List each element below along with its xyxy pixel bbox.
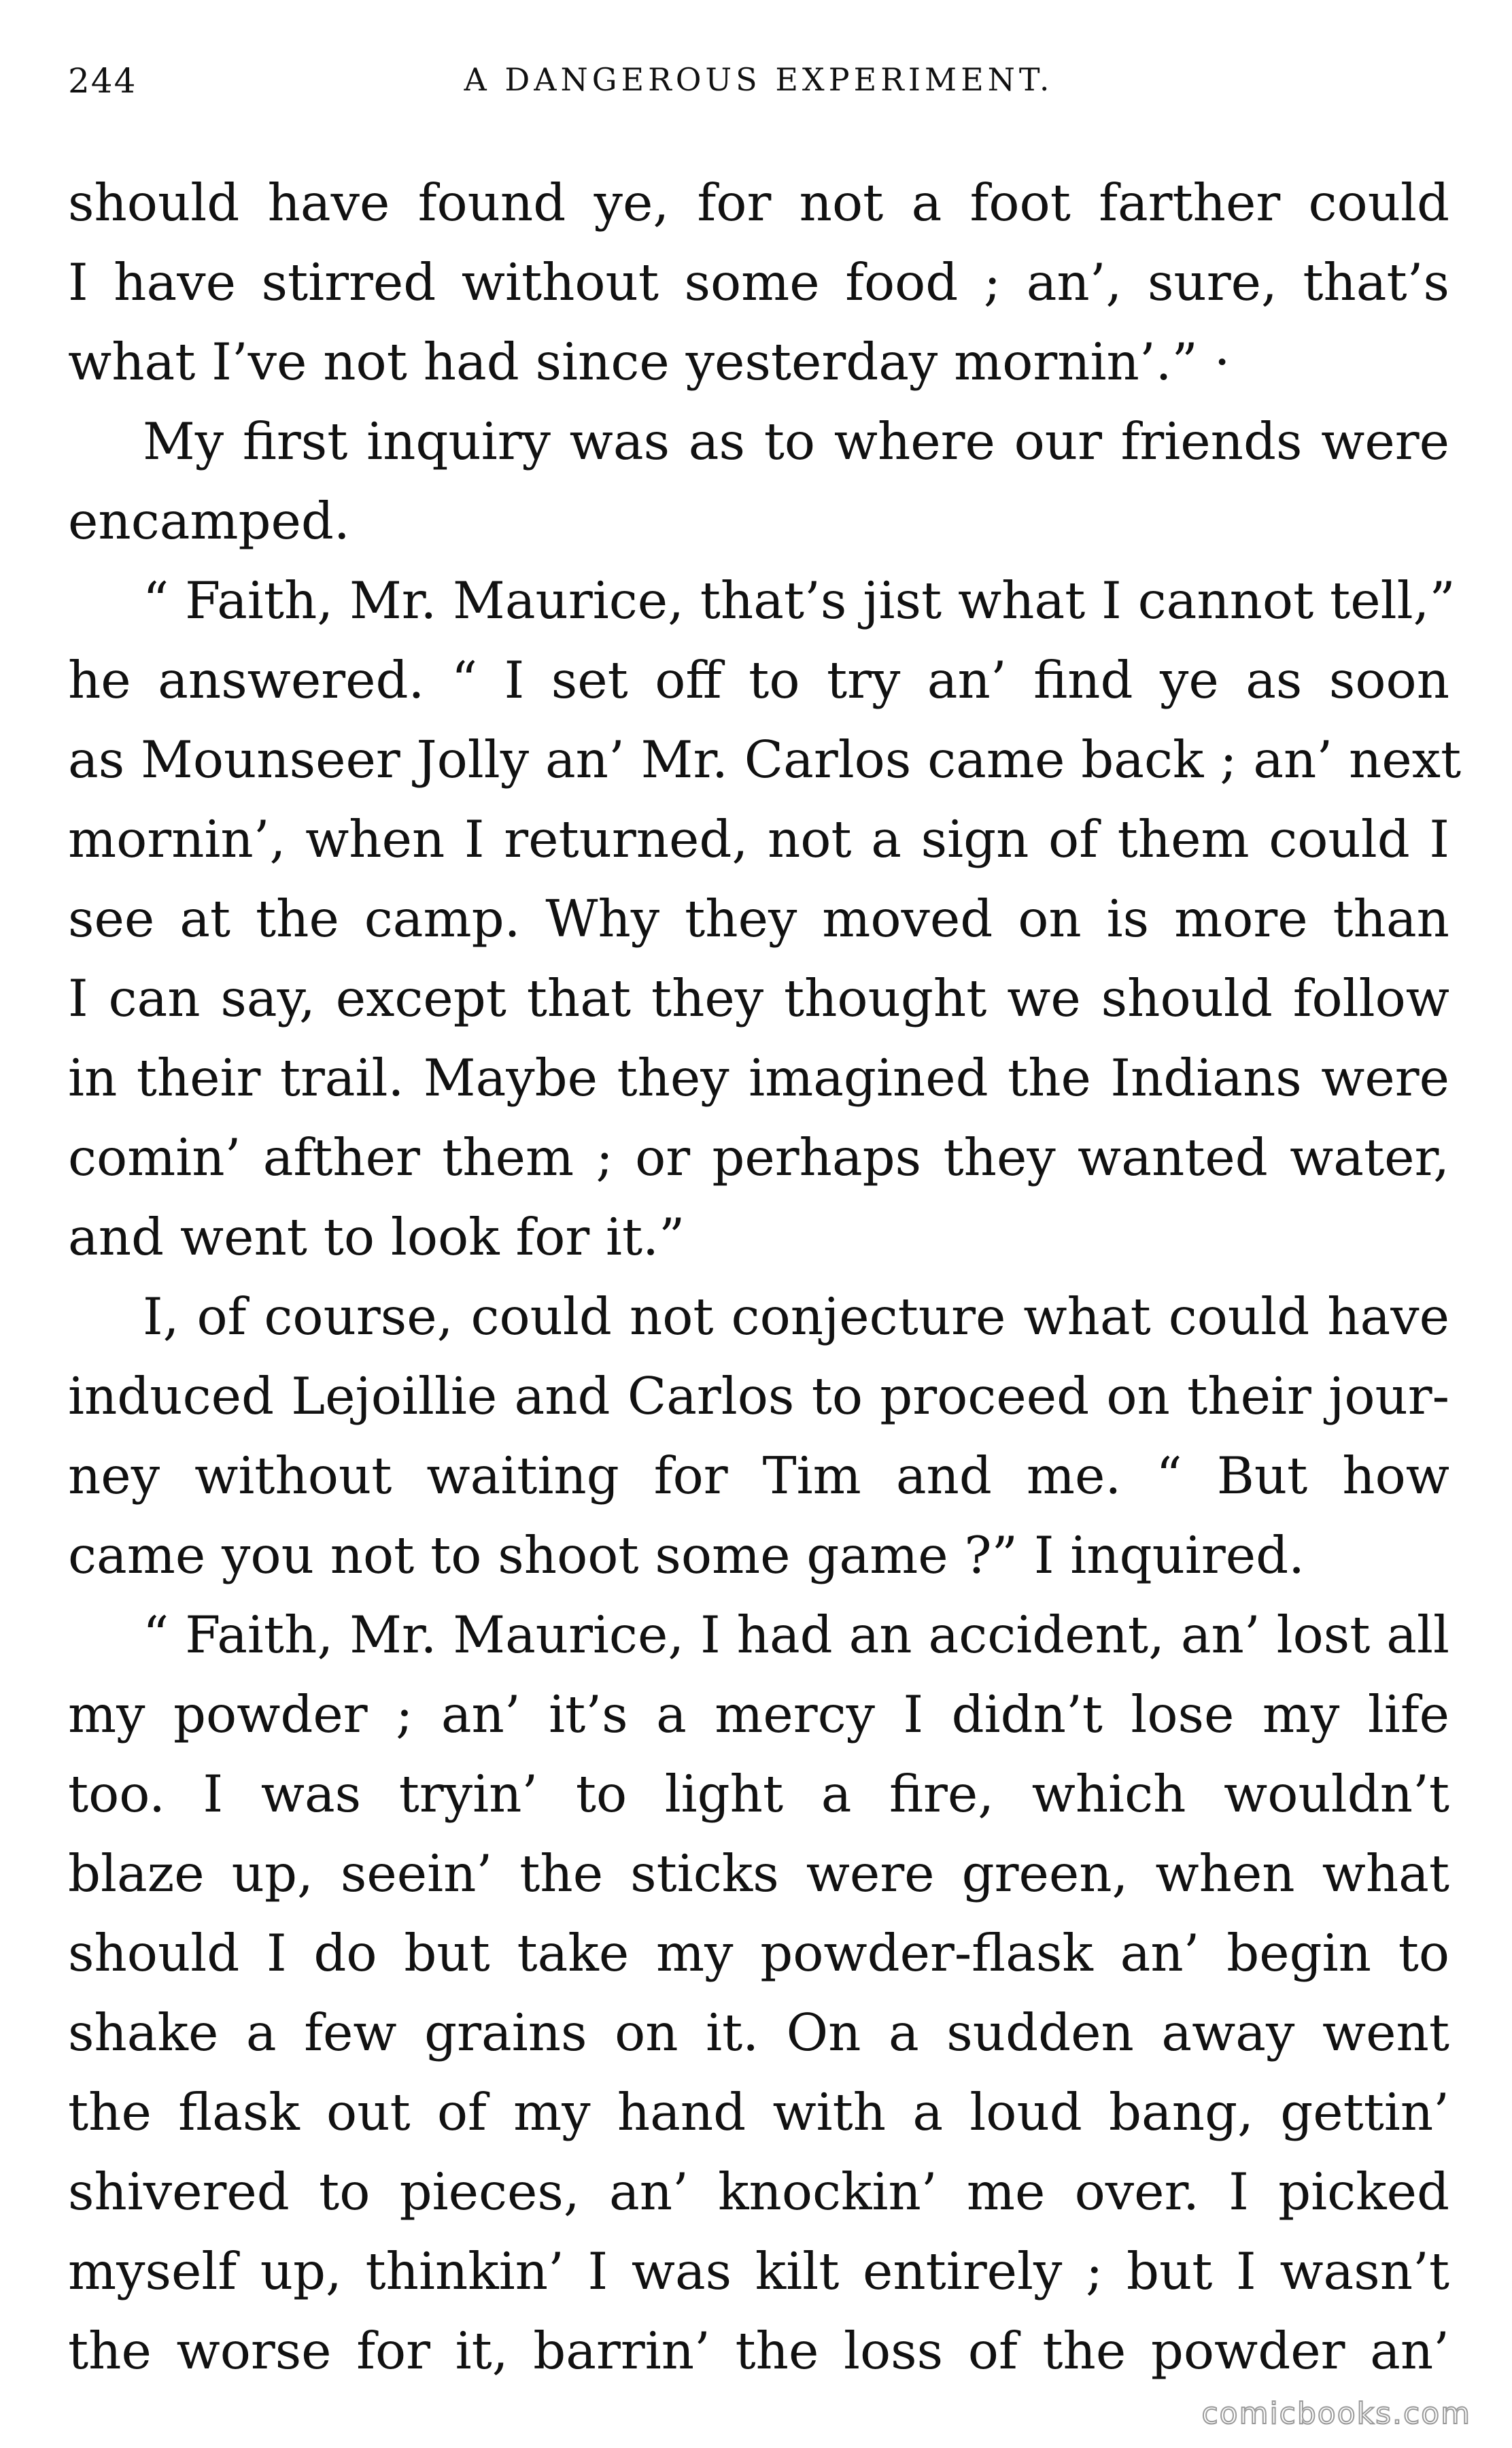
text-line: I can say, except that they thought we should follow: [68, 968, 1449, 1028]
text-line: ney without waiting for Tim and me. “ But how: [68, 1446, 1449, 1506]
text-line: “ Faith, Mr. Maurice, I had an accident, an’ lost all: [143, 1605, 1449, 1665]
text-line: my powder ; an’ it’s a mercy I didn’t lose my life: [68, 1684, 1449, 1744]
text-line: should I do but take my powder-flask an’ begin to: [68, 1923, 1449, 1983]
text-line: myself up, thinkin’ I was kilt entirely ; but I wasn’t: [68, 2241, 1449, 2301]
text-line: he answered. “ I set off to try an’ find ye as soon: [68, 650, 1449, 710]
text-line: shake a few grains on it. On a sudden away went: [68, 2003, 1449, 2062]
watermark: comicbooks.com: [1201, 2396, 1471, 2431]
body-text: [68, 163, 1462, 2391]
text-line: came you not to shoot some game ?” I inquired.: [68, 1525, 1305, 1585]
text-line: My first inquiry was as to where our friends were: [143, 411, 1449, 471]
text-line: as Mounseer Jolly an’ Mr. Carlos came back ; an’ next: [68, 730, 1462, 789]
text-line: comin’ afther them ; or perhaps they wanted water,: [68, 1127, 1449, 1187]
text-line: shivered to pieces, an’ knockin’ me over. I picked: [68, 2162, 1449, 2222]
running-title: A DANGEROUS EXPERIMENT.: [464, 61, 1054, 98]
page-number: 244: [68, 61, 137, 101]
text-line: and went to look for it.”: [68, 1207, 685, 1267]
text-line: mornin’, when I returned, not a sign of them could I: [68, 809, 1449, 869]
text-line: encamped.: [68, 491, 350, 551]
text-line: should have found ye, for not a foot farther could: [68, 173, 1449, 233]
text-line: I have stirred without some food ; an’, sure, that’s: [68, 252, 1449, 312]
page-header: [68, 61, 1449, 109]
text-line: in their trail. Maybe they imagined the Indians were: [68, 1048, 1449, 1108]
text-line: blaze up, seein’ the sticks were green, when what: [68, 1843, 1449, 1903]
text-line: the flask out of my hand with a loud bang, gettin’: [68, 2082, 1449, 2142]
text-line: the worse for it, barrin’ the loss of the powder an’: [68, 2321, 1449, 2381]
text-line: “ Faith, Mr. Maurice, that’s jist what I cannot tell,”: [143, 571, 1456, 630]
text-line: induced Lejoillie and Carlos to proceed on their jour-: [68, 1366, 1449, 1426]
text-line: see at the camp. Why they moved on is more than: [68, 889, 1449, 949]
text-line: too. I was tryin’ to light a fire, which wouldn’t: [68, 1764, 1449, 1824]
text-line: I, of course, could not conjecture what could have: [143, 1287, 1449, 1346]
text-line: what I’ve not had since yesterday mornin’.” ·: [68, 332, 1231, 392]
